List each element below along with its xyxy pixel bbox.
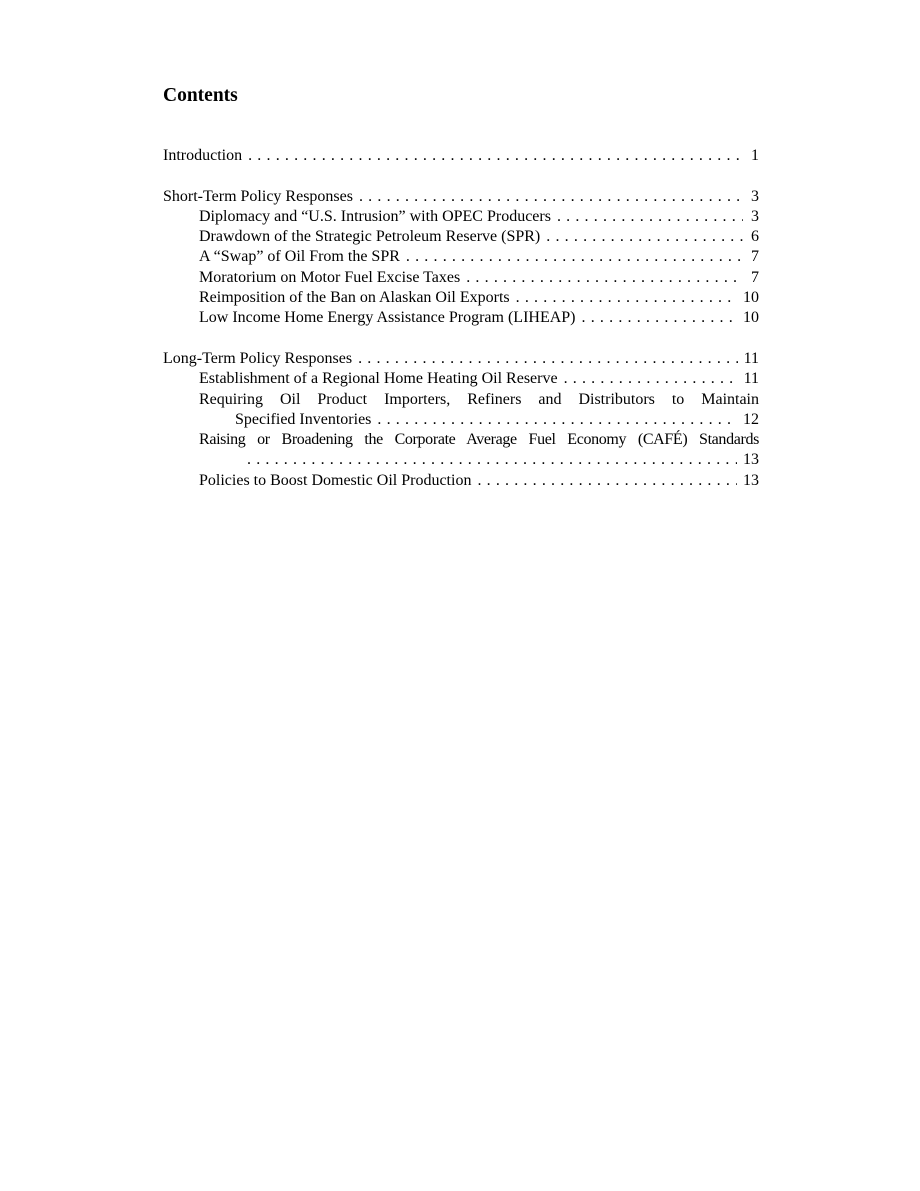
toc-entry-label: Policies to Boost Domestic Oil Production — [199, 471, 472, 489]
toc-subentry-liheap[interactable] — [163, 308, 759, 328]
toc-leader-dots — [471, 471, 737, 491]
toc-entry-label: Moratorium on Motor Fuel Excise Taxes — [199, 268, 461, 286]
toc-page-number: 10 — [743, 289, 759, 307]
toc-entry-label: Requiring Oil Product Importers, Refiners and Distributors to Maintain — [199, 390, 759, 408]
toc-subentry-cafe-standards[interactable] — [163, 430, 759, 471]
toc-leader-dots — [400, 247, 743, 267]
toc-entry-introduction[interactable] — [163, 146, 759, 166]
toc-subentry-alaskan-ban[interactable] — [163, 288, 759, 308]
toc-entry-label: Introduction — [163, 147, 243, 164]
toc-page-number: 3 — [751, 207, 759, 225]
toc-subentry-excise-moratorium[interactable] — [163, 268, 759, 288]
page-title: Contents — [163, 85, 238, 106]
toc-subentry-heating-oil-reserve[interactable] — [163, 369, 759, 389]
toc-leader-dots — [352, 349, 738, 369]
toc-leader-dots — [242, 146, 743, 166]
toc-entry-label: Long-Term Policy Responses — [163, 349, 353, 367]
toc-page-number: 11 — [743, 370, 759, 388]
toc-entry-label: A “Swap” of Oil From the SPR — [199, 248, 400, 266]
toc-entry-label: Drawdown of the Strategic Petroleum Reserve (SPR) — [199, 228, 541, 246]
toc-entry-label-continued: Specified Inventories — [235, 410, 372, 428]
toc-page-number: 1 — [751, 147, 759, 164]
toc-leader-dots — [540, 227, 743, 247]
toc-page-number: 3 — [751, 187, 759, 205]
toc-page-number: 10 — [743, 309, 759, 327]
toc-leader-dots — [551, 207, 743, 227]
toc-leader-dots — [558, 369, 738, 389]
toc-entry-label: Short-Term Policy Responses — [163, 187, 353, 205]
toc-page-number: 11 — [743, 349, 759, 367]
toc-leader-dots — [371, 410, 737, 430]
toc-entry-label: Low Income Home Energy Assistance Program (LIHEAP) — [199, 309, 576, 327]
toc-page-number: 7 — [751, 248, 759, 266]
toc-leader-dots — [576, 308, 737, 328]
toc-entry-label: Establishment of a Regional Home Heating Oil Reserve — [199, 370, 558, 388]
toc-subentry-diplomacy[interactable] — [163, 207, 759, 227]
toc-entry-label: Reimposition of the Ban on Alaskan Oil Exports — [199, 289, 510, 307]
toc-page-number: 7 — [751, 268, 759, 286]
toc-entry-continuation — [199, 450, 759, 470]
toc-page-number: 13 — [743, 451, 759, 469]
toc-page-number: 6 — [751, 228, 759, 246]
toc-leader-dots — [510, 288, 737, 308]
toc-subentry-domestic-production[interactable] — [163, 471, 759, 491]
toc-leader-dots — [247, 450, 737, 470]
toc-subentry-spr-swap[interactable] — [163, 247, 759, 267]
toc-leader-dots — [460, 268, 743, 288]
toc-subentry-spr-drawdown[interactable] — [163, 227, 759, 247]
toc-leader-dots — [353, 187, 743, 207]
toc-entry-long-term[interactable] — [163, 349, 759, 369]
toc-entry-label: Diplomacy and “U.S. Intrusion” with OPEC Producers — [199, 207, 551, 225]
toc-entry-continuation — [199, 410, 759, 430]
toc-entry-label: Raising or Broadening the Corporate Average Fuel Economy (CAFÉ) Standards — [199, 431, 759, 449]
toc-page-number: 12 — [743, 410, 759, 428]
table-of-contents — [163, 146, 759, 491]
toc-subentry-inventories[interactable] — [163, 390, 759, 431]
toc-page-number: 13 — [743, 471, 759, 489]
toc-entry-short-term[interactable] — [163, 187, 759, 207]
